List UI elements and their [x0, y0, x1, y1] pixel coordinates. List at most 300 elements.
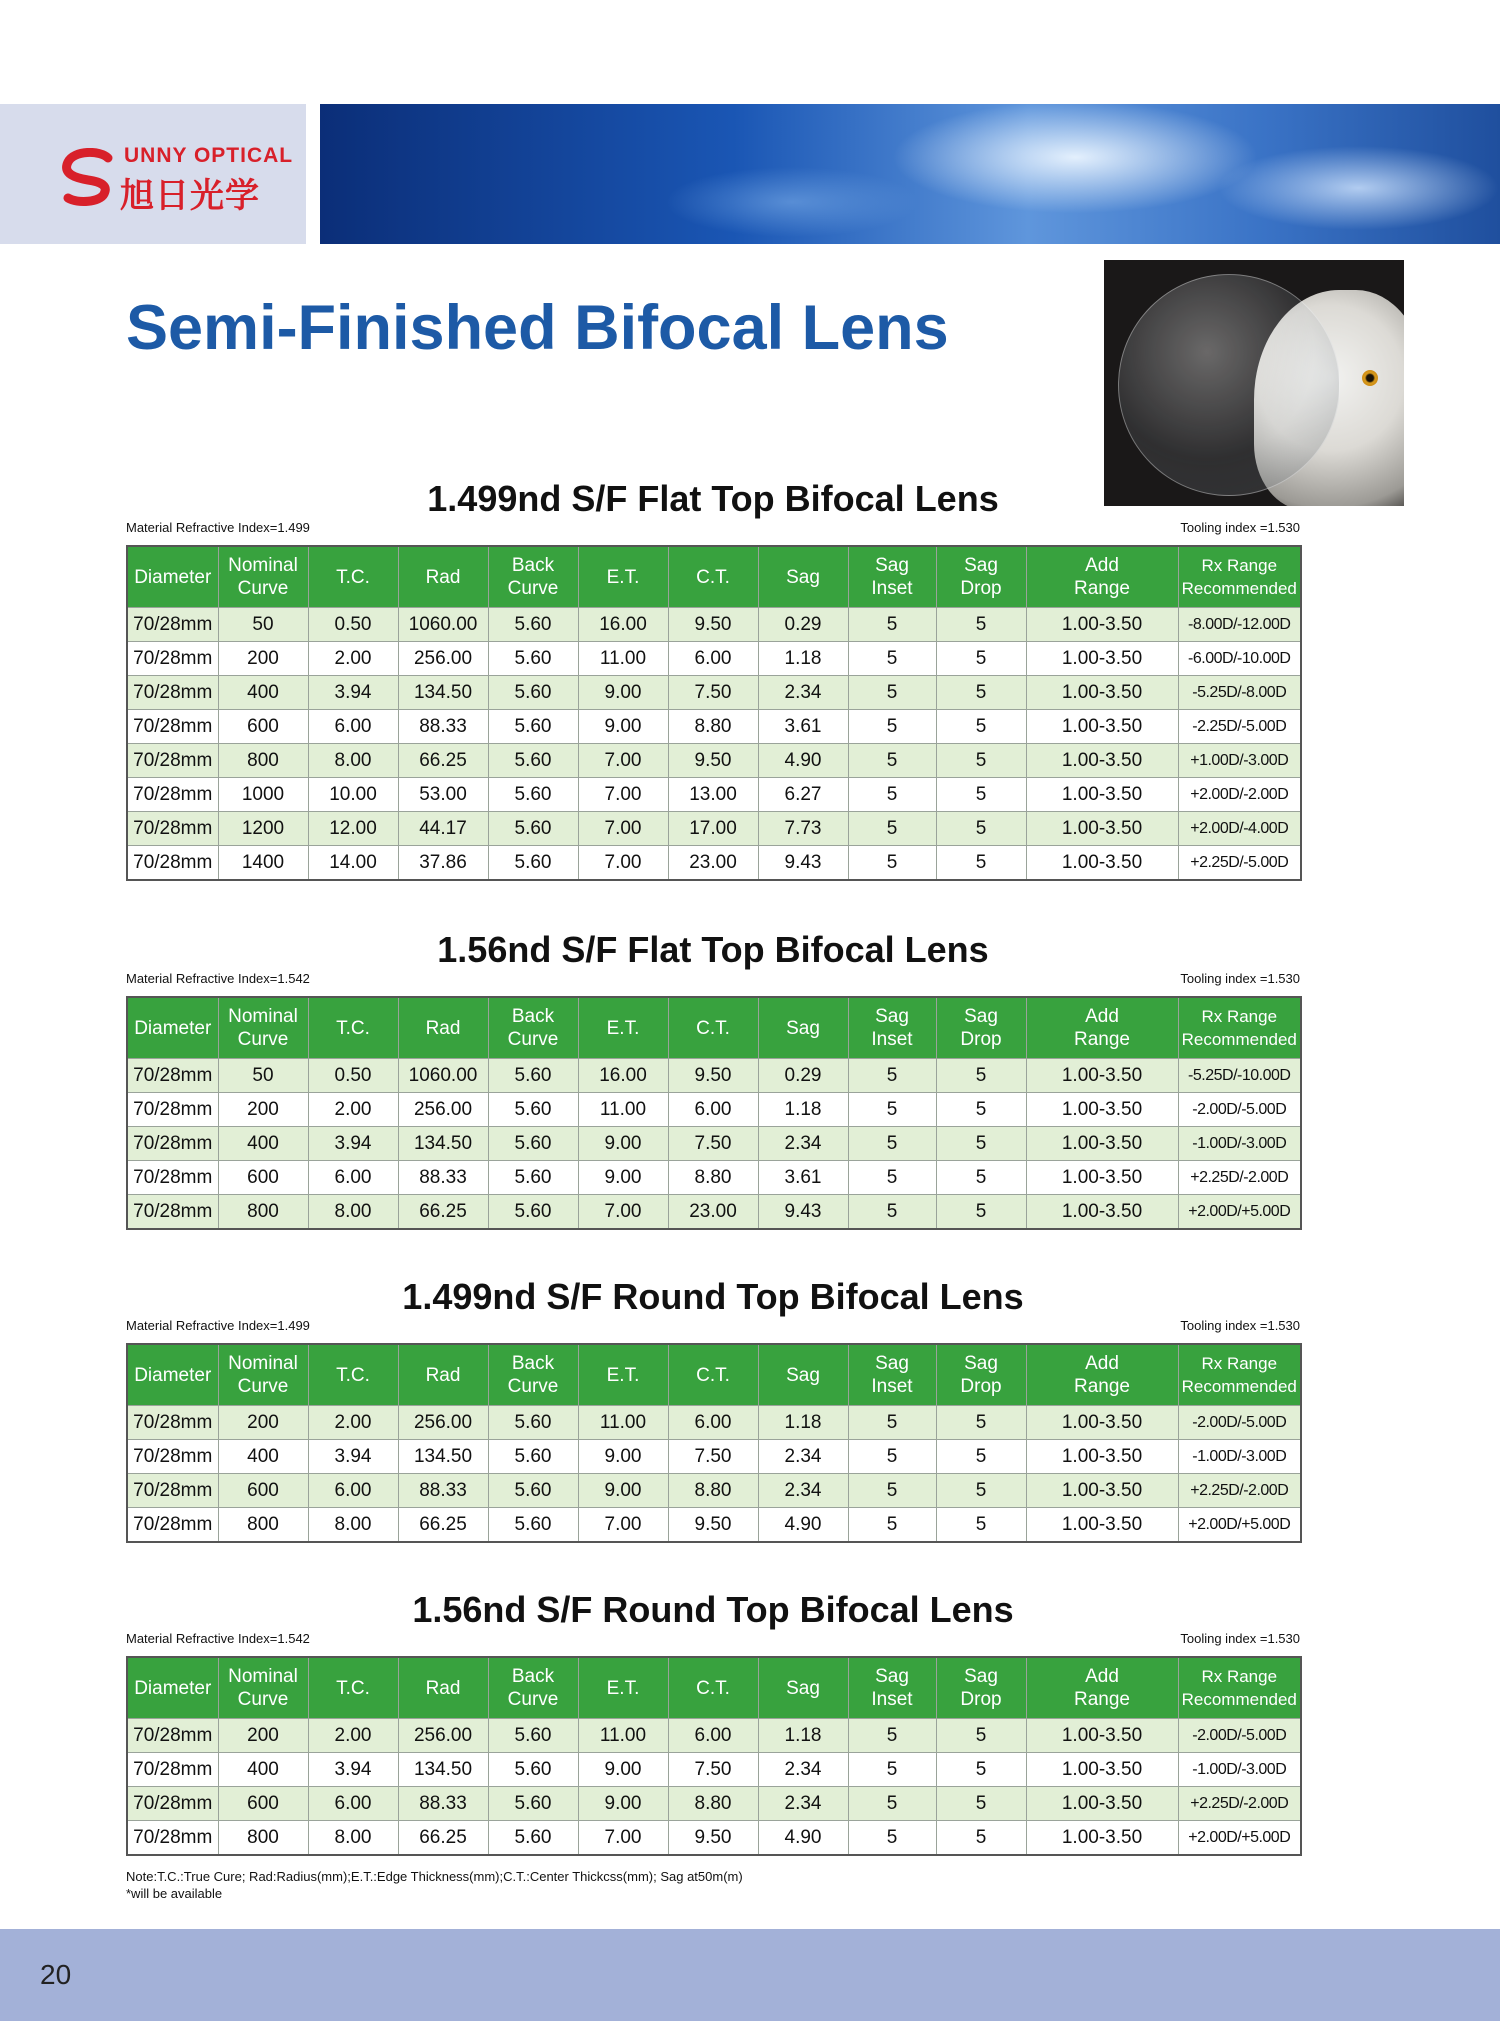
column-header: [127, 1657, 218, 1719]
table-cell: +2.00D/+5.00D: [1178, 1508, 1301, 1543]
table-cell: 5: [848, 1161, 936, 1195]
table-cell: 5: [936, 1787, 1026, 1821]
table-cell: +2.25D/-2.00D: [1178, 1474, 1301, 1508]
table-cell: 134.50: [398, 676, 488, 710]
table-cell: 2.34: [758, 1440, 848, 1474]
logo: [0, 104, 306, 244]
table-cell: 70/28mm: [127, 1719, 218, 1753]
table-cell: 9.50: [668, 1059, 758, 1093]
column-header-line: Range: [1074, 1376, 1130, 1397]
table-cell: 5: [848, 1787, 936, 1821]
material-index: Material Refractive Index=1.499: [126, 520, 310, 535]
table-cell: 1.18: [758, 642, 848, 676]
column-header-line: Drop: [960, 1029, 1002, 1050]
table-cell: 0.50: [308, 1059, 398, 1093]
column-header: [758, 1657, 848, 1719]
table-header-row: [127, 546, 1301, 608]
table-cell: -1.00D/-3.00D: [1178, 1127, 1301, 1161]
table-cell: 5: [936, 1753, 1026, 1787]
table-cell: 70/28mm: [127, 1440, 218, 1474]
table-cell: 70/28mm: [127, 608, 218, 642]
table-row: [127, 1440, 1301, 1474]
table-cell: 1.00-3.50: [1026, 846, 1178, 881]
column-header: [936, 1657, 1026, 1719]
table-cell: 7.00: [578, 778, 668, 812]
table-row: [127, 1127, 1301, 1161]
section-title: 1.56nd S/F Round Top Bifocal Lens: [412, 1589, 1014, 1630]
table-cell: 5: [936, 1161, 1026, 1195]
table-cell: 200: [218, 1406, 308, 1440]
column-header: [578, 1657, 668, 1719]
table-cell: 5.60: [488, 1821, 578, 1856]
table-cell: 1.00-3.50: [1026, 1787, 1178, 1821]
column-header: [398, 1657, 488, 1719]
table-cell: 1.00-3.50: [1026, 744, 1178, 778]
column-header: [578, 997, 668, 1059]
table-cell: 0.29: [758, 1059, 848, 1093]
table-cell: 70/28mm: [127, 1753, 218, 1787]
column-header-line: Recommended: [1181, 1377, 1297, 1396]
column-header: [1026, 1657, 1178, 1719]
column-header-line: Recommended: [1181, 579, 1297, 598]
column-header-line: Back: [511, 1006, 555, 1027]
table-cell: 2.00: [308, 642, 398, 676]
table-cell: +1.00D/-3.00D: [1178, 744, 1301, 778]
table-cell: 9.00: [578, 1161, 668, 1195]
column-header-line: Sag: [875, 1006, 909, 1027]
table-row: [127, 608, 1301, 642]
column-header-line: Drop: [960, 1376, 1002, 1397]
table-cell: 88.33: [398, 1787, 488, 1821]
table-cell: 70/28mm: [127, 744, 218, 778]
table-cell: 70/28mm: [127, 642, 218, 676]
table-cell: 70/28mm: [127, 676, 218, 710]
table-cell: 4.90: [758, 1821, 848, 1856]
table-cell: 5: [936, 1474, 1026, 1508]
column-header: [1026, 546, 1178, 608]
column-header-line: Rad: [425, 1677, 461, 1699]
column-header-line: C.T.: [696, 566, 730, 588]
table-cell: 50: [218, 1059, 308, 1093]
table-cell: 70/28mm: [127, 1059, 218, 1093]
tooling-index: Tooling index =1.530: [1180, 520, 1300, 535]
column-header-line: Rx Range: [1201, 556, 1278, 575]
table-cell: 5: [936, 778, 1026, 812]
table-cell: -8.00D/-12.00D: [1178, 608, 1301, 642]
column-header-line: Rx Range: [1201, 1007, 1278, 1026]
banner-image: [320, 104, 1500, 244]
table-cell: 1.00-3.50: [1026, 1440, 1178, 1474]
table-cell: 6.00: [668, 1406, 758, 1440]
table-cell: 1060.00: [398, 1059, 488, 1093]
table-row: [127, 778, 1301, 812]
column-header-line: C.T.: [696, 1364, 730, 1386]
column-header: [218, 1657, 308, 1719]
column-header: [488, 1657, 578, 1719]
table-cell: 4.90: [758, 1508, 848, 1543]
table-row: [127, 1195, 1301, 1230]
table-cell: 5: [848, 1195, 936, 1230]
column-header: [398, 1344, 488, 1406]
table-cell: 1.00-3.50: [1026, 1059, 1178, 1093]
column-header-line: E.T.: [606, 1017, 640, 1039]
table-cell: 5.60: [488, 1787, 578, 1821]
table-cell: 5: [936, 1093, 1026, 1127]
table-row: [127, 1059, 1301, 1093]
table-cell: 88.33: [398, 1161, 488, 1195]
table-cell: 600: [218, 1787, 308, 1821]
table-cell: 1.18: [758, 1719, 848, 1753]
table-cell: 256.00: [398, 642, 488, 676]
table-cell: +2.00D/-2.00D: [1178, 778, 1301, 812]
table-cell: 3.61: [758, 1161, 848, 1195]
column-header: [1178, 997, 1301, 1059]
table-cell: 400: [218, 1127, 308, 1161]
table-cell: 9.00: [578, 1127, 668, 1161]
table-cell: 16.00: [578, 608, 668, 642]
column-header-line: Diameter: [134, 1364, 212, 1386]
table-cell: 7.73: [758, 812, 848, 846]
table-cell: -1.00D/-3.00D: [1178, 1753, 1301, 1787]
table-cell: 7.50: [668, 1753, 758, 1787]
column-header-line: Nominal: [228, 1353, 298, 1374]
table-cell: 5.60: [488, 1440, 578, 1474]
table-cell: 5: [848, 642, 936, 676]
table-cell: 70/28mm: [127, 1161, 218, 1195]
column-header-line: Rad: [425, 566, 461, 588]
table-cell: 134.50: [398, 1440, 488, 1474]
table-cell: 256.00: [398, 1093, 488, 1127]
table-cell: 5: [848, 778, 936, 812]
table-cell: 5.60: [488, 1508, 578, 1543]
column-header-line: T.C.: [336, 1364, 370, 1386]
column-header: [488, 546, 578, 608]
table-cell: -2.00D/-5.00D: [1178, 1719, 1301, 1753]
table-cell: 5.60: [488, 778, 578, 812]
table-cell: 23.00: [668, 1195, 758, 1230]
table-cell: 5: [936, 846, 1026, 881]
table-cell: 1.00-3.50: [1026, 1508, 1178, 1543]
column-header-line: C.T.: [696, 1677, 730, 1699]
column-header: [308, 1657, 398, 1719]
section-title: 1.499nd S/F Flat Top Bifocal Lens: [427, 478, 999, 519]
column-header: [1026, 1344, 1178, 1406]
column-header: [127, 1344, 218, 1406]
table-cell: 5: [936, 1059, 1026, 1093]
table-cell: 7.50: [668, 676, 758, 710]
table-cell: +2.25D/-5.00D: [1178, 846, 1301, 881]
table-row: [127, 1508, 1301, 1543]
column-header-line: Sag: [786, 1677, 820, 1699]
column-header: [1178, 546, 1301, 608]
tooling-index: Tooling index =1.530: [1180, 1318, 1300, 1333]
table-cell: 5.60: [488, 1127, 578, 1161]
column-header-line: Rx Range: [1201, 1667, 1278, 1686]
column-header-line: Sag: [964, 1666, 998, 1687]
lens-shape: [1118, 274, 1340, 496]
column-header: [488, 1344, 578, 1406]
table-cell: -5.25D/-10.00D: [1178, 1059, 1301, 1093]
column-header: [848, 546, 936, 608]
column-header-line: Sag: [875, 1353, 909, 1374]
column-header-line: E.T.: [606, 566, 640, 588]
table-cell: 3.61: [758, 710, 848, 744]
table-header-row: [127, 997, 1301, 1059]
table-cell: 8.80: [668, 710, 758, 744]
table-cell: 0.50: [308, 608, 398, 642]
table-cell: 1200: [218, 812, 308, 846]
column-header-line: Inset: [871, 1689, 913, 1710]
table-cell: 2.34: [758, 1474, 848, 1508]
table-cell: 6.00: [308, 1474, 398, 1508]
table-cell: 9.50: [668, 1508, 758, 1543]
table-cell: 5: [936, 1127, 1026, 1161]
column-header: [758, 1344, 848, 1406]
table-cell: 44.17: [398, 812, 488, 846]
column-header-line: Add: [1085, 1353, 1119, 1374]
table-cell: 1000: [218, 778, 308, 812]
table-cell: 70/28mm: [127, 1127, 218, 1161]
table-cell: 5: [936, 1440, 1026, 1474]
table-cell: 7.00: [578, 1508, 668, 1543]
table-cell: +2.25D/-2.00D: [1178, 1787, 1301, 1821]
column-header-line: Drop: [960, 578, 1002, 599]
column-header: [578, 1344, 668, 1406]
table-cell: 70/28mm: [127, 1474, 218, 1508]
column-header-line: Inset: [871, 1029, 913, 1050]
table-cell: 5: [848, 710, 936, 744]
table-cell: 2.34: [758, 676, 848, 710]
column-header-line: Curve: [507, 1029, 559, 1050]
table-cell: 5.60: [488, 642, 578, 676]
table-row: [127, 1093, 1301, 1127]
table-cell: 5: [936, 812, 1026, 846]
owl-eye-icon: [1362, 370, 1378, 386]
table-cell: 70/28mm: [127, 1821, 218, 1856]
table-cell: 1.00-3.50: [1026, 1821, 1178, 1856]
column-header: [127, 997, 218, 1059]
table-cell: 8.00: [308, 744, 398, 778]
table-cell: 16.00: [578, 1059, 668, 1093]
column-header: [218, 997, 308, 1059]
table-cell: 8.80: [668, 1161, 758, 1195]
table-row: [127, 676, 1301, 710]
table-cell: 1.00-3.50: [1026, 1406, 1178, 1440]
column-header-line: E.T.: [606, 1677, 640, 1699]
column-header-line: E.T.: [606, 1364, 640, 1386]
footer-bar: [0, 1929, 1500, 2021]
table-cell: 8.00: [308, 1508, 398, 1543]
table-cell: 5.60: [488, 1093, 578, 1127]
table-cell: 6.00: [308, 1787, 398, 1821]
table-cell: 200: [218, 642, 308, 676]
column-header-line: Sag: [964, 555, 998, 576]
table-cell: 600: [218, 710, 308, 744]
column-header-line: Nominal: [228, 1006, 298, 1027]
table-cell: 1.00-3.50: [1026, 676, 1178, 710]
table-cell: +2.00D/+5.00D: [1178, 1195, 1301, 1230]
table-cell: 5.60: [488, 1059, 578, 1093]
table-cell: 5: [848, 812, 936, 846]
table-cell: 7.50: [668, 1127, 758, 1161]
table-cell: 14.00: [308, 846, 398, 881]
column-header-line: Back: [511, 1666, 555, 1687]
table-cell: 8.00: [308, 1195, 398, 1230]
table-cell: 7.50: [668, 1440, 758, 1474]
brand-english: UNNY OPTICAL: [124, 144, 294, 167]
table-cell: 5: [848, 1719, 936, 1753]
column-header-line: Back: [511, 555, 555, 576]
column-header-line: Rad: [425, 1017, 461, 1039]
table-cell: 12.00: [308, 812, 398, 846]
table-cell: 1.00-3.50: [1026, 778, 1178, 812]
table-cell: 8.00: [308, 1821, 398, 1856]
header-band: [0, 104, 1500, 244]
column-header: [936, 546, 1026, 608]
table-cell: 53.00: [398, 778, 488, 812]
table-cell: 2.00: [308, 1719, 398, 1753]
column-header-line: Sag: [964, 1006, 998, 1027]
table-row: [127, 744, 1301, 778]
column-header: [127, 546, 218, 608]
table-cell: 70/28mm: [127, 1195, 218, 1230]
table-row: [127, 710, 1301, 744]
table-cell: 9.43: [758, 846, 848, 881]
table-cell: 5: [936, 1508, 1026, 1543]
table-cell: 600: [218, 1161, 308, 1195]
table-cell: 9.00: [578, 676, 668, 710]
table-cell: 1060.00: [398, 608, 488, 642]
table-cell: 1.00-3.50: [1026, 1753, 1178, 1787]
table-cell: 9.00: [578, 710, 668, 744]
table-cell: 37.86: [398, 846, 488, 881]
column-header-line: Inset: [871, 578, 913, 599]
table-cell: 5.60: [488, 846, 578, 881]
table-cell: 1.00-3.50: [1026, 1127, 1178, 1161]
column-header-line: Nominal: [228, 555, 298, 576]
column-header-line: Sag: [875, 1666, 909, 1687]
table-cell: 88.33: [398, 1474, 488, 1508]
table-cell: 2.34: [758, 1753, 848, 1787]
column-header: [668, 546, 758, 608]
table-cell: 1.00-3.50: [1026, 710, 1178, 744]
column-header-line: Sag: [786, 1017, 820, 1039]
table-cell: 2.34: [758, 1787, 848, 1821]
column-header-line: T.C.: [336, 566, 370, 588]
column-header: [758, 546, 848, 608]
column-header-line: Curve: [507, 1376, 559, 1397]
table-cell: 3.94: [308, 676, 398, 710]
table-cell: -5.25D/-8.00D: [1178, 676, 1301, 710]
table-cell: 11.00: [578, 1406, 668, 1440]
table-row: [127, 1474, 1301, 1508]
column-header-line: C.T.: [696, 1017, 730, 1039]
table-cell: 50: [218, 608, 308, 642]
table-cell: 5.60: [488, 676, 578, 710]
column-header-line: Curve: [237, 1689, 289, 1710]
table-cell: 1.18: [758, 1406, 848, 1440]
tooling-index: Tooling index =1.530: [1180, 1631, 1300, 1646]
table-cell: 5.60: [488, 1474, 578, 1508]
table-cell: 7.00: [578, 846, 668, 881]
table-cell: 70/28mm: [127, 710, 218, 744]
table-cell: 5: [936, 1406, 1026, 1440]
table-cell: 9.50: [668, 744, 758, 778]
table-cell: 5.60: [488, 812, 578, 846]
material-index: Material Refractive Index=1.542: [126, 971, 310, 986]
column-header-line: Sag: [786, 566, 820, 588]
material-index: Material Refractive Index=1.499: [126, 1318, 310, 1333]
table-cell: 600: [218, 1474, 308, 1508]
table-header-row: [127, 1657, 1301, 1719]
column-header: [1178, 1657, 1301, 1719]
column-header-line: Sag: [786, 1364, 820, 1386]
table-cell: 5: [848, 1508, 936, 1543]
column-header-line: Range: [1074, 578, 1130, 599]
table-cell: 3.94: [308, 1127, 398, 1161]
table-cell: 5: [848, 1821, 936, 1856]
table-cell: 5: [848, 1440, 936, 1474]
table-cell: 6.27: [758, 778, 848, 812]
table-cell: 23.00: [668, 846, 758, 881]
table-cell: 5: [848, 1753, 936, 1787]
spec-table: [126, 996, 1302, 1230]
table-cell: 1.00-3.50: [1026, 1474, 1178, 1508]
table-cell: 256.00: [398, 1406, 488, 1440]
table-cell: 5: [936, 1719, 1026, 1753]
column-header: [398, 546, 488, 608]
owl-lens-photo: [1104, 260, 1404, 506]
table-cell: 10.00: [308, 778, 398, 812]
table-cell: 70/28mm: [127, 812, 218, 846]
table-cell: 8.80: [668, 1787, 758, 1821]
table-cell: 5.60: [488, 1406, 578, 1440]
column-header-line: Diameter: [134, 1677, 212, 1699]
table-cell: 134.50: [398, 1753, 488, 1787]
table-row: [127, 1406, 1301, 1440]
table-cell: 0.29: [758, 608, 848, 642]
brand-chinese: 旭日光学: [120, 176, 260, 216]
column-header-line: Range: [1074, 1029, 1130, 1050]
table-cell: 70/28mm: [127, 1406, 218, 1440]
table-cell: 1.00-3.50: [1026, 1093, 1178, 1127]
table-row: [127, 1753, 1301, 1787]
page-title: Semi-Finished Bifocal Lens: [126, 293, 949, 363]
column-header-line: Curve: [237, 1376, 289, 1397]
table-cell: 2.00: [308, 1093, 398, 1127]
column-header-line: Rad: [425, 1364, 461, 1386]
table-cell: 5: [936, 642, 1026, 676]
table-cell: -2.00D/-5.00D: [1178, 1406, 1301, 1440]
table-cell: 5.60: [488, 1161, 578, 1195]
table-cell: 11.00: [578, 1719, 668, 1753]
column-header: [308, 1344, 398, 1406]
column-header-line: Curve: [507, 578, 559, 599]
column-header: [936, 1344, 1026, 1406]
table-cell: 2.00: [308, 1406, 398, 1440]
column-header: [1026, 997, 1178, 1059]
column-header: [848, 1344, 936, 1406]
table-row: [127, 1161, 1301, 1195]
table-cell: 66.25: [398, 1195, 488, 1230]
table-cell: 5.60: [488, 1195, 578, 1230]
table-cell: 70/28mm: [127, 1508, 218, 1543]
table-cell: +2.00D/+5.00D: [1178, 1821, 1301, 1856]
column-header-line: Drop: [960, 1689, 1002, 1710]
table-cell: 9.00: [578, 1753, 668, 1787]
column-header-line: Inset: [871, 1376, 913, 1397]
table-cell: 9.50: [668, 1821, 758, 1856]
